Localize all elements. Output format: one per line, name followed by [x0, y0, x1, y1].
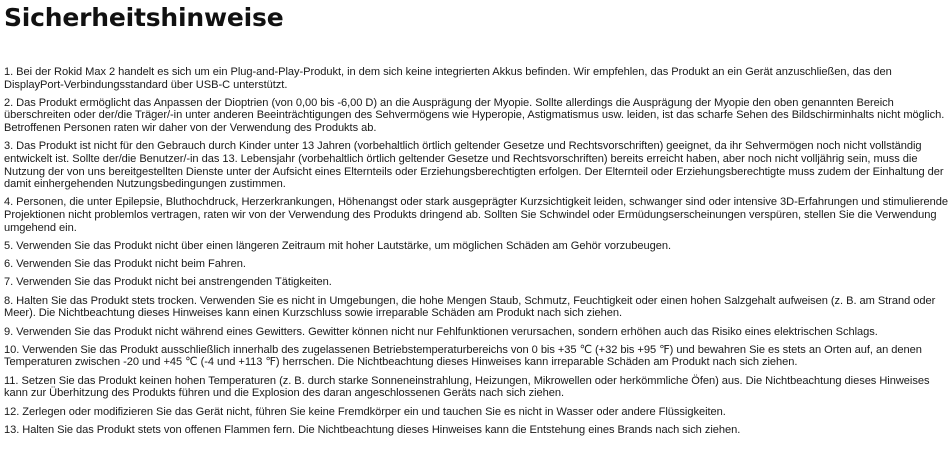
- safety-item-6: 6. Verwenden Sie das Produkt nicht beim Fahren.: [4, 258, 246, 271]
- safety-item-7: 7. Verwenden Sie das Produkt nicht bei anstrengenden Tätigkeiten.: [4, 276, 332, 289]
- safety-item-4: 4. Personen, die unter Epilepsie, Bluthochdruck, Herzerkrankungen, Höhenangst oder stark ausgeprägter Kurzsichtigkeit leiden, schwanger sind oder intensive 3D-Erfahrungen und stimulierende Projektionen nicht problemlos vertragen, raten wir von der Verwendung des Produkts dringend ab. Sollten Sie Schwindel oder Ermüdungserscheinungen verspüren, stellen Sie die Verwendung umgehend ein.: [4, 196, 948, 234]
- safety-item-9: 9. Verwenden Sie das Produkt nicht während eines Gewitters. Gewitter können nicht nur Fehlfunktionen verursachen, sondern erhöhen auch das Risiko eines elektrischen Schlags.: [4, 325, 878, 338]
- safety-item-2: 2. Das Produkt ermöglicht das Anpassen der Dioptrien (von 0,00 bis -6,00 D) an die Ausprägung der Myopie. Sollte allerdings die Ausprägung der Myopie den oben genannten Bereich überschreiten oder der/die Träger/-in unter anderen Beeinträchtigungen des Sehvermögens wie Hyperopie, Astigmatismus usw. leiden, ist das scharfe Sehen des Bildschirminhalts nicht möglich. Betroffenen Personen raten wir daher von der Verwendung des Produkts ab.: [4, 96, 945, 135]
- safety-item-3: 3. Das Produkt ist nicht für den Gebrauch durch Kinder unter 13 Jahren (vorbehaltlich örtlich geltender Gesetze und Rechtsvorschriften) geeignet, da ihr Sehvermögen noch nicht vollständig entwickelt ist. Sollte der/die Benutzer/-in das 13. Lebensjahr (vorbehaltlich örtlich geltender Gesetze und Rechtsvorschriften) bereits erreicht haben, aber noch nicht volljährig sein, muss die Nutzung der von uns bereitgestellten Dienste unter der Aufsicht eines Elternteils oder Erziehungsberechtigten erfolgen. Der Elternteil oder Erziehungsberechtigte muss zudem der Einhaltung der damit einhergehenden Nutzungsbedingungen zustimmen.: [4, 140, 944, 191]
- safety-item-1: 1. Bei der Rokid Max 2 handelt es sich um ein Plug-and-Play-Produkt, in dem sich keine integrierten Akkus befinden. Wir empfehlen, das Produkt an ein Gerät anzuschließen, das den DisplayPort-Verbindungsstandard über USB-C unterstützt.: [4, 66, 892, 91]
- safety-item-11: 11. Setzen Sie das Produkt keinen hohen Temperaturen (z. B. durch starke Sonneneinstrahlung, Heizungen, Mikrowellen oder herkömmliche Öfen) aus. Die Nichtbeachtung dieses Hinweises kann zur Überhitzung des Produkts führen und die Explosion des daran angeschlossenen Geräts nach sich ziehen.: [4, 374, 930, 400]
- safety-item-13: 13. Halten Sie das Produkt stets von offenen Flammen fern. Die Nichtbeachtung dieses Hinweises kann die Entstehung eines Brands nach sich ziehen.: [4, 423, 741, 436]
- safety-item-12: 12. Zerlegen oder modifizieren Sie das Gerät nicht, führen Sie keine Fremdkörper ein und tauchen Sie es nicht in Wasser oder andere Flüssigkeiten.: [4, 405, 726, 418]
- safety-item-5: 5. Verwenden Sie das Produkt nicht über einen längeren Zeitraum mit hoher Lautstärke, um möglichen Schäden am Gehör vorzubeugen.: [4, 239, 672, 252]
- safety-item-8: 8. Halten Sie das Produkt stets trocken. Verwenden Sie es nicht in Umgebungen, die hohe Mengen Staub, Schmutz, Feuchtigkeit oder einen hohen Salzgehalt aufweisen (z. B. am Strand oder Meer). Die Nichtbeachtung dieses Hinweises kann einen Kurzschluss sowie irreparable Schäden am Produkt nach sich ziehen.: [4, 294, 936, 320]
- safety-item-10: 10. Verwenden Sie das Produkt ausschließlich innerhalb des zugelassenen Betriebstemperaturbereichs von 0 bis +35 ℃ (+32 bis +95 ℉) und bewahren Sie es stets an Orten auf, an denen Temperaturen zwischen -20 und +45 ℃ (-4 und +113 ℉) herrschen. Die Nichtbeachtung dieses Hinweises kann irreparable Schäden am Produkt nach sich ziehen.: [4, 343, 922, 369]
- page-title: Sicherheitshinweise: [4, 3, 284, 32]
- safety-list: [4, 66, 948, 442]
